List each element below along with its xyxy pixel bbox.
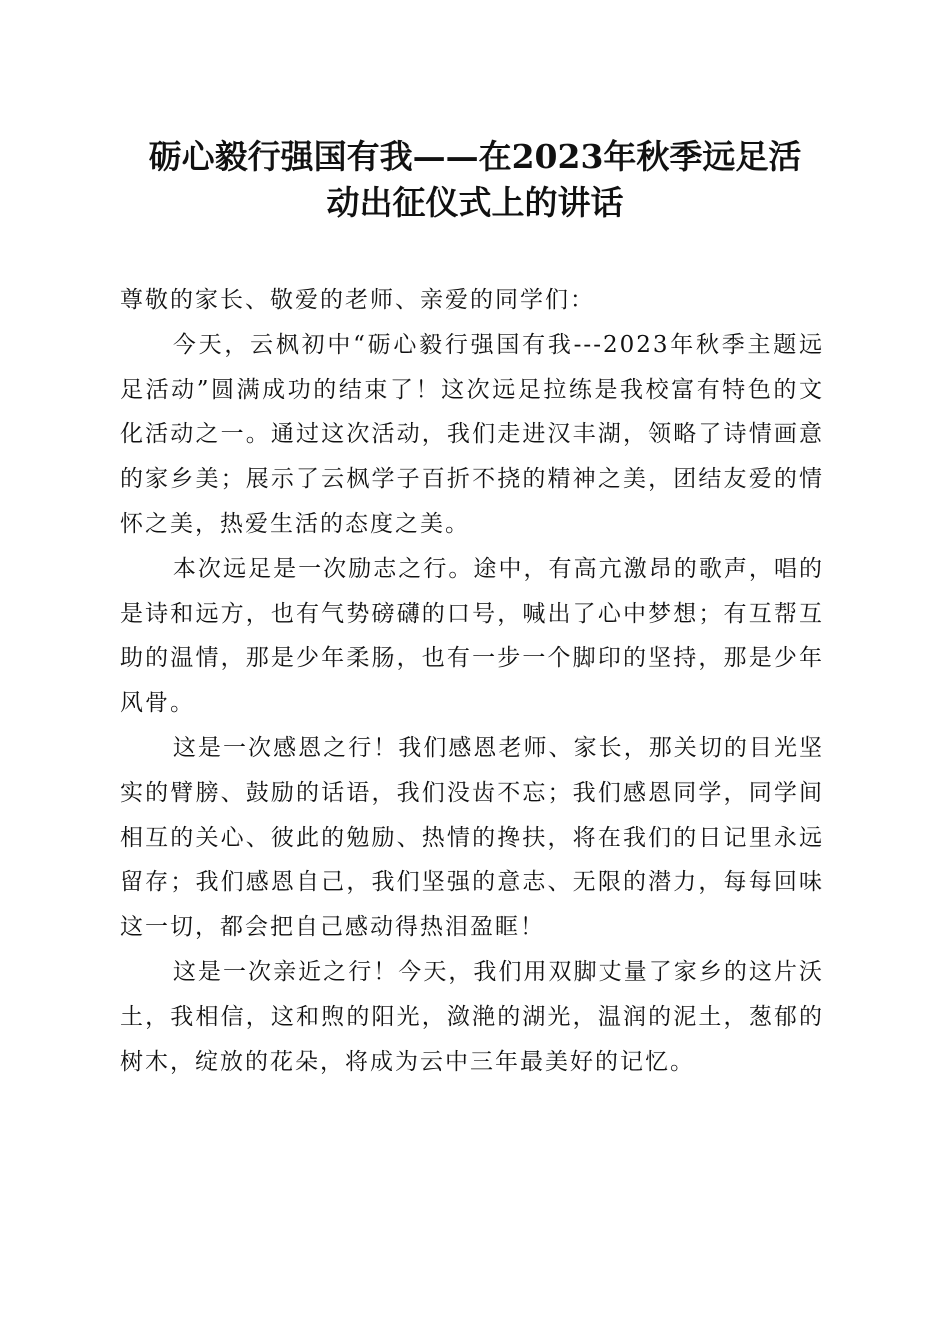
document-title xyxy=(120,134,830,226)
speech-body xyxy=(120,278,824,1084)
paragraph-1: 今天，云枫初中“砺心毅行强国有我---2023年秋季主题远足活动”圆满成功的结束了！这次远足拉练是我校富有特色的文化活动之一。通过这次活动，我们走进汉丰湖，领略了诗情画意的家乡美；展示了云枫学子百折不挠的精神之美，团结友爱的情怀之美，热爱生活的态度之美。 xyxy=(120,331,824,537)
title-line-2: 动出征仪式上的讲话 xyxy=(326,183,624,222)
title-line-1: 砺心毅行强国有我——在2023年秋季远足活 xyxy=(148,137,802,176)
paragraph-4: 这是一次亲近之行！今天，我们用双脚丈量了家乡的这片沃土，我相信，这和煦的阳光，潋滟的湖光，温润的泥土，葱郁的树木，绽放的花朵，将成为云中三年最美好的记忆。 xyxy=(120,958,824,1075)
paragraph-3: 这是一次感恩之行！我们感恩老师、家长，那关切的目光坚实的臂膀、鼓励的话语，我们没齿不忘；我们感恩同学，同学间相互的关心、彼此的勉励、热情的搀扶，将在我们的日记里永远留存；我们感恩自己，我们坚强的意志、无限的潜力，每每回味这一切，都会把自己感动得热泪盈眶！ xyxy=(120,734,824,941)
paragraph-2: 本次远足是一次励志之行。途中，有高亢激昂的歌声，唱的是诗和远方，也有气势磅礴的口号，喊出了心中梦想；有互帮互助的温情，那是少年柔肠，也有一步一个脚印的坚持，那是少年风骨。 xyxy=(120,555,824,717)
salutation: 尊敬的家长、敬爱的老师、亲爱的同学们： xyxy=(120,287,595,313)
